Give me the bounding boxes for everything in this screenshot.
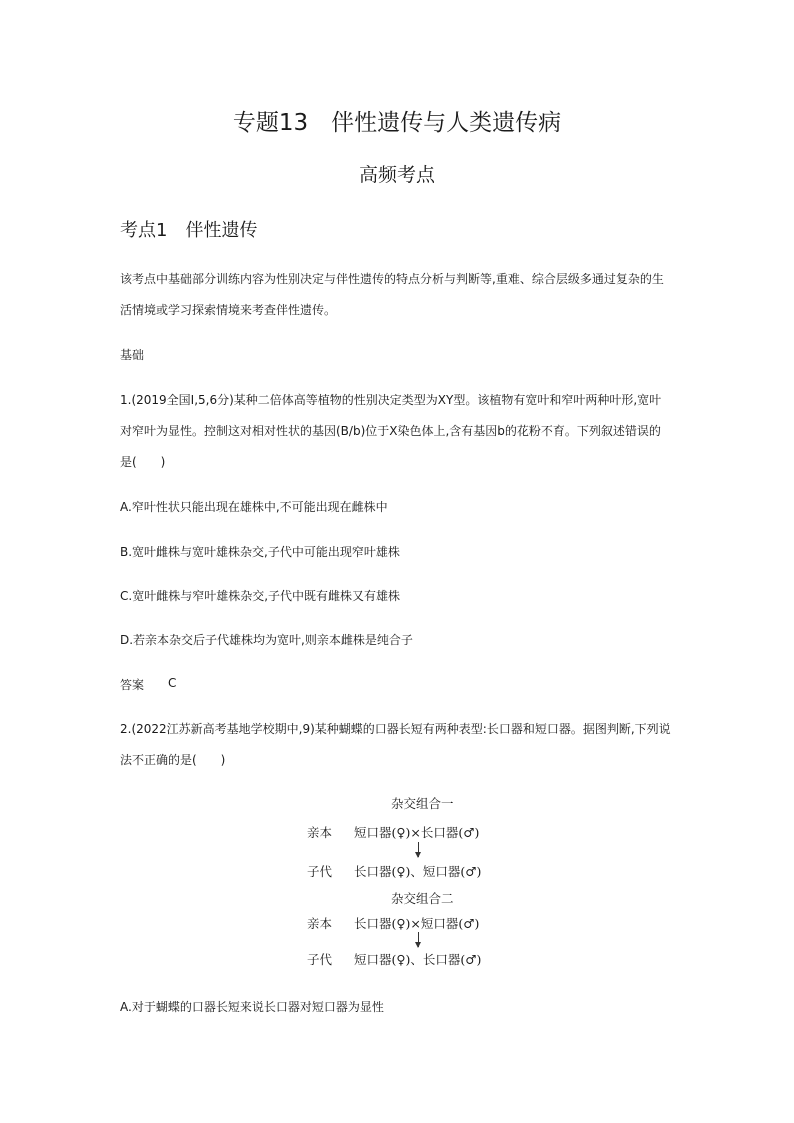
cross-2-title: 杂交组合二 (391, 891, 454, 906)
cross-1-offspring-label: 子代 (307, 864, 333, 879)
cross-1-arrow (418, 842, 419, 857)
cross-1-offspring: 长口器(♀)、短口器(♂) (354, 864, 482, 879)
cross-1-parents: 短口器(♀)×长口器(♂) (354, 825, 480, 840)
q1-answer-value: C (168, 676, 177, 690)
cross-2-arrow (418, 932, 419, 947)
cross-1-title: 杂交组合一 (391, 796, 454, 811)
q1-stem-line-2: 对窄叶为显性。控制这对相对性状的基因(B/b)位于X染色体上,含有基因b的花粉不育。下列叙述错误的 (120, 424, 661, 438)
q2-option-a: A.对于蝴蝶的口器长短来说长口器对短口器为显性 (120, 1000, 384, 1014)
q1-option-b: B.宽叶雌株与宽叶雄株杂交,子代中可能出现窄叶雄株 (120, 545, 400, 559)
cross-2-parent-label: 亲本 (307, 916, 333, 931)
page-title: 专题13 伴性遗传与人类遗传病 (232, 110, 562, 136)
cross-2-offspring: 短口器(♀)、长口器(♂) (354, 952, 482, 967)
intro-line-1: 该考点中基础部分训练内容为性别决定与伴性遗传的特点分析与判断等,重难、综合层级多通过复杂的生 (120, 272, 664, 286)
page-subtitle: 高频考点 (358, 164, 435, 186)
q1-stem-line-3: 是( ) (120, 455, 166, 469)
q2-stem-line-1: 2.(2022江苏新高考基地学校期中,9)某种蝴蝶的口器长短有两种表型:长口器和短口器。据图判断,下列说 (120, 722, 671, 736)
q1-option-a: A.窄叶性状只能出现在雄株中,不可能出现在雌株中 (120, 500, 388, 514)
q1-stem-line-1: 1.(2019全国Ⅰ,5,6分)某种二倍体高等植物的性别决定类型为XY型。该植物有宽叶和窄叶两种叶形,宽叶 (120, 393, 662, 407)
section-heading: 考点1 伴性遗传 (120, 220, 258, 241)
q1-answer-label: 答案 (120, 678, 145, 692)
q1-option-c: C.宽叶雌株与窄叶雄株杂交,子代中既有雌株又有雄株 (120, 589, 401, 603)
cross-1-parent-label: 亲本 (307, 825, 333, 840)
level-label: 基础 (120, 348, 145, 362)
q2-stem-line-2: 法不正确的是( ) (120, 753, 226, 767)
cross-2-parents: 长口器(♀)×短口器(♂) (354, 916, 480, 931)
cross-2-offspring-label: 子代 (307, 952, 333, 967)
q1-option-d: D.若亲本杂交后子代雄株均为宽叶,则亲本雌株是纯合子 (120, 633, 413, 647)
intro-line-2: 活情境或学习探索情境来考查伴性遗传。 (120, 303, 337, 317)
